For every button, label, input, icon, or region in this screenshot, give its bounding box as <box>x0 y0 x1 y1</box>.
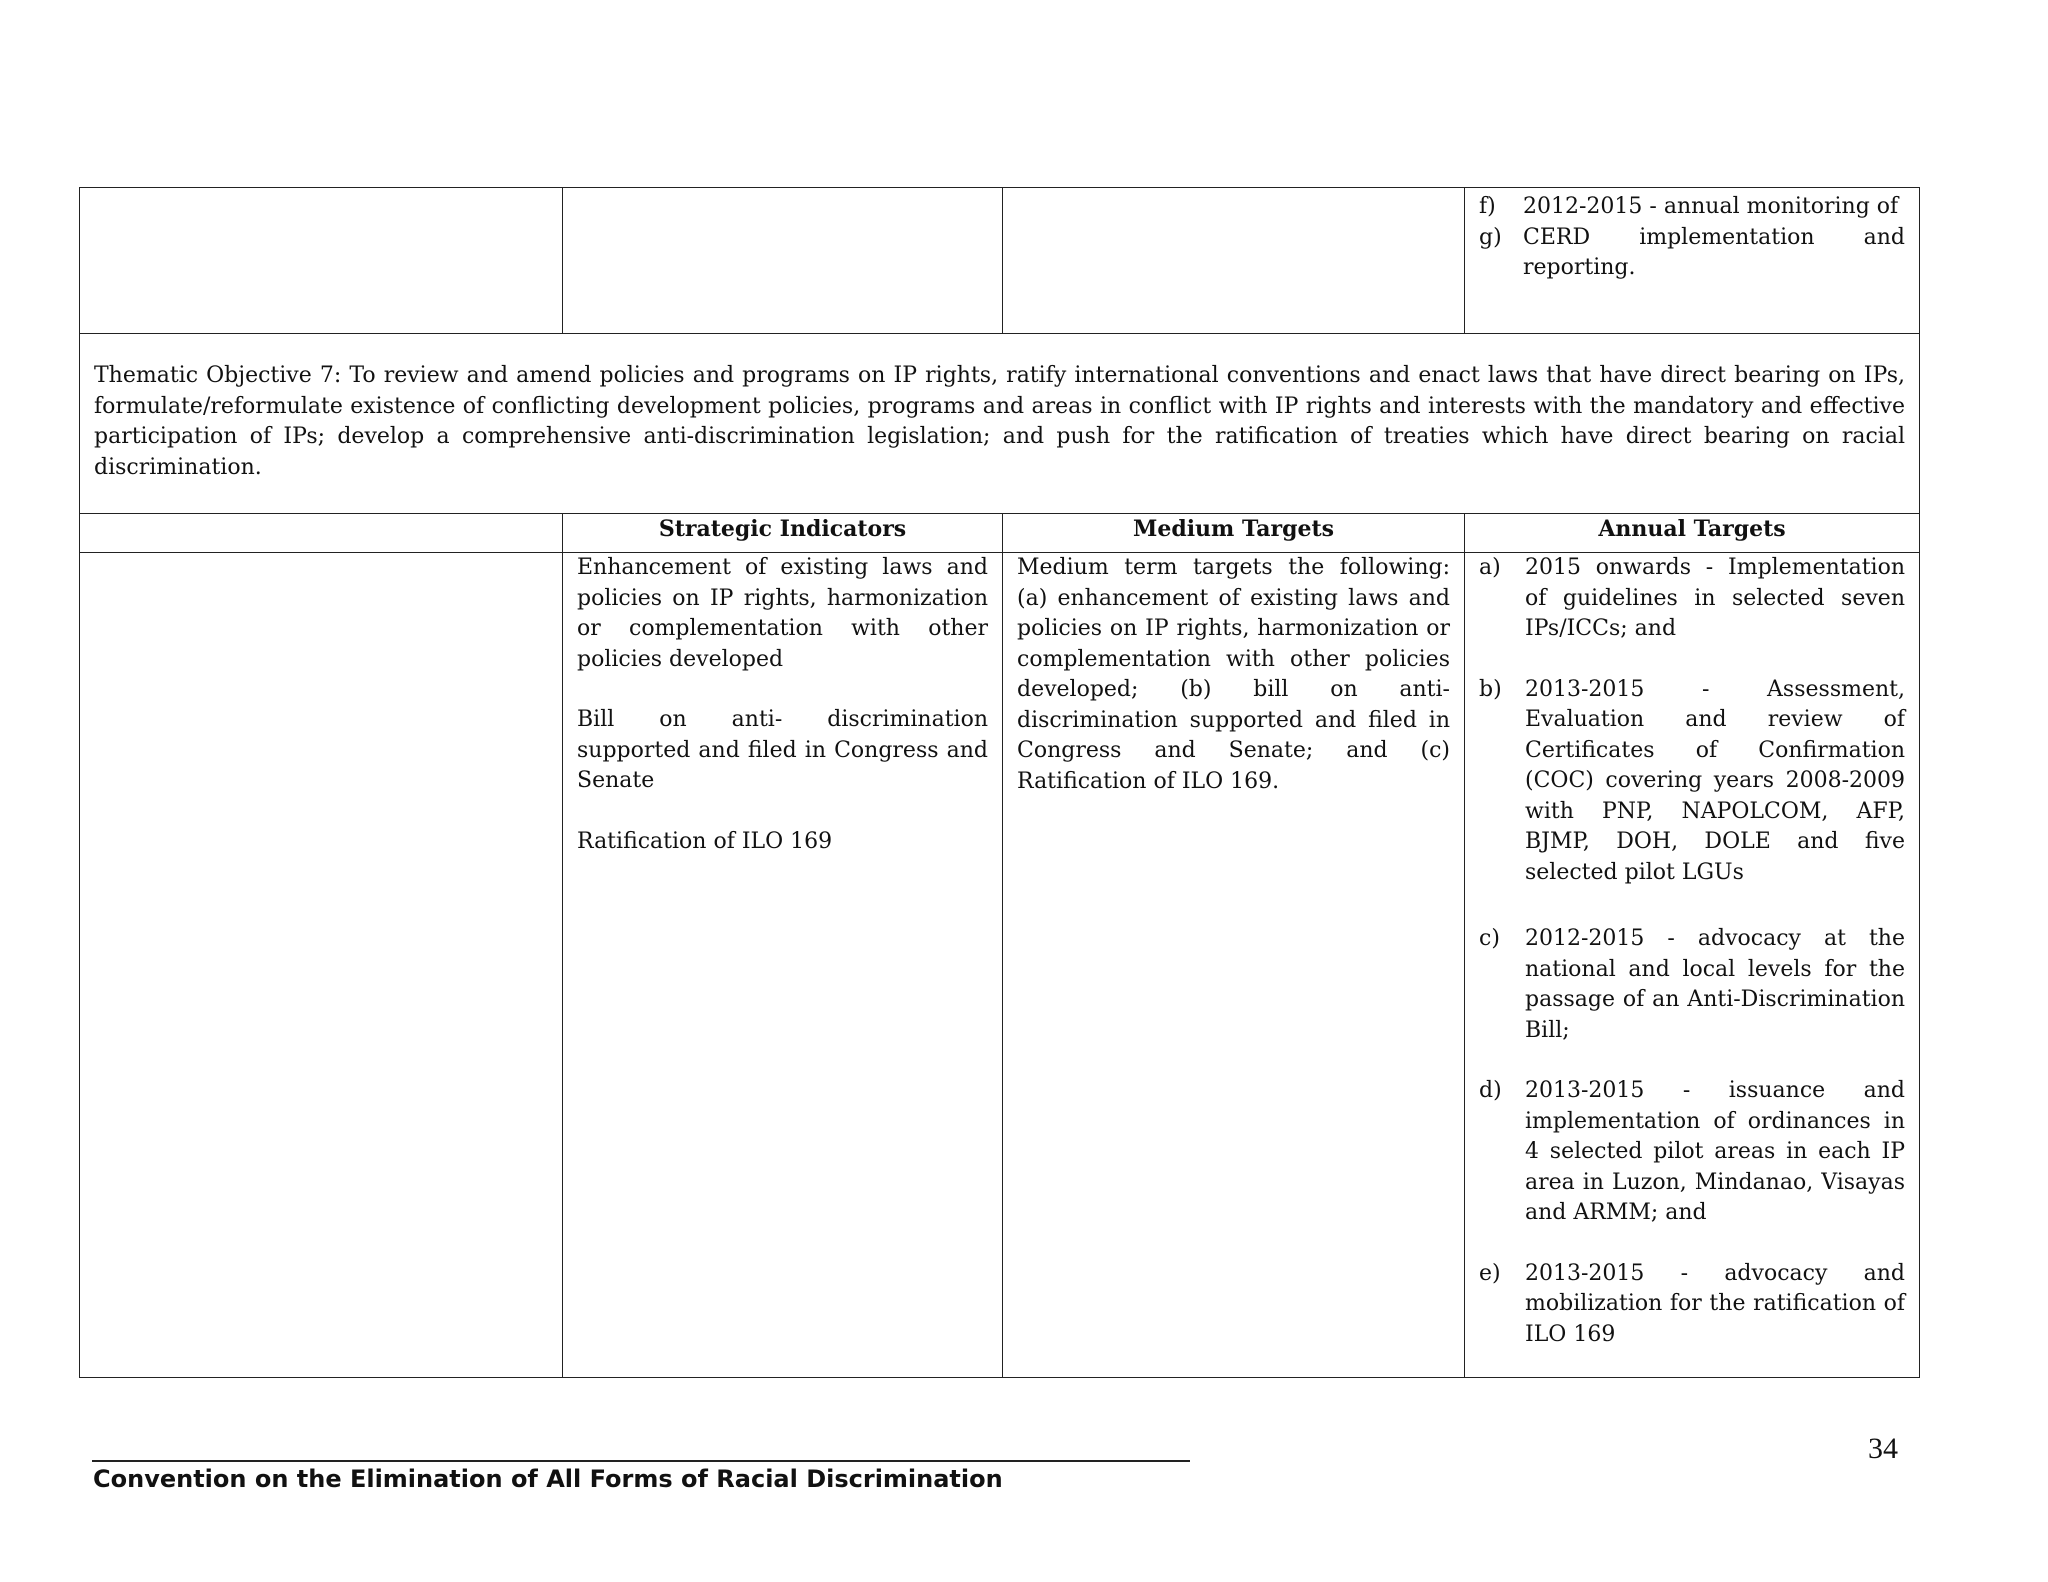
empty-cell <box>80 188 563 334</box>
targets-table <box>79 187 1920 1378</box>
annual-targets-cell <box>1465 553 1920 1378</box>
medium-targets-cell <box>1003 553 1465 1378</box>
list-marker: d) <box>1479 1078 1502 1103</box>
list-text: CERD implementation and reporting. <box>1523 224 1905 280</box>
list-marker: c) <box>1479 926 1500 951</box>
list-marker: e) <box>1479 1260 1501 1286</box>
footer-divider <box>92 1460 1190 1462</box>
list-text: 2013-2015 - issuance and implementation of ordinances in 4 selected pilot areas in each IP area in Luzon, Mindanao, Visayas and ARMM; and <box>1525 1078 1905 1225</box>
list-item <box>1479 223 1905 284</box>
header-annual-targets: Annual Targets <box>1465 514 1920 553</box>
list-marker: g) <box>1479 224 1502 250</box>
list-item <box>1479 675 1905 889</box>
list-text: 2013-2015 - advocacy and mobilization for the ratification of ILO 169 <box>1525 1260 1905 1347</box>
list-item <box>1479 1259 1905 1351</box>
list-marker: a) <box>1479 555 1501 580</box>
list-text: 2012-2015 - advocacy at the national and local levels for the passage of an Anti-Discrimination Bill; <box>1525 926 1905 1043</box>
thematic-objective-text: Thematic Objective 7: To review and amend policies and programs on IP rights, ratify international conventions and enact laws that have direct bearing on IPs, formulate/reformulate existence of conflicting development policies, programs and areas in conflict with IP rights and interests with the mandatory and effective participation of IPs; develop a comprehensive anti-discrimination legislation; and push for the ratification of treaties which have direct bearing on racial discrimination. <box>80 334 1920 514</box>
header-strategic-indicators: Strategic Indicators <box>563 514 1003 553</box>
list-text: 2013-2015 - Assessment, Evaluation and review of Certificates of Confirmation (COC) covering years 2008-2009 with PNP, NAPOLCOM, AFP, BJMP, DOH, DOLE and five selected pilot LGUs <box>1525 676 1905 885</box>
list-item <box>1479 1076 1905 1229</box>
list-marker: b) <box>1479 676 1502 702</box>
page-number: 34 <box>1868 1432 1898 1465</box>
empty-cell <box>80 553 563 1378</box>
empty-cell <box>1003 188 1465 334</box>
list-item <box>1479 924 1905 1046</box>
empty-cell <box>563 188 1003 334</box>
header-empty <box>80 514 563 553</box>
medium-targets-text: Medium term targets the following: (a) enhancement of existing laws and policies on IP rights, harmonization or complementation with other policies developed; (b) bill on anti-discrimination supported and filed in Congress and Senate; and (c) Ratification of ILO 169. <box>1017 555 1450 794</box>
list-text: 2012-2015 - annual monitoring of <box>1523 194 1899 219</box>
list-item <box>1479 553 1905 645</box>
indicator-text: Ratification of ILO 169 <box>577 828 833 854</box>
continued-annual-targets <box>1465 188 1920 334</box>
header-row <box>80 514 1920 553</box>
list-text: 2015 onwards - Implementation of guidelines in selected seven IPs/ICCs; and <box>1525 555 1905 641</box>
header-medium-targets: Medium Targets <box>1003 514 1465 553</box>
list-marker: f) <box>1479 194 1496 219</box>
body-row <box>80 553 1920 1378</box>
list-item <box>1479 192 1905 223</box>
thematic-objective-row <box>80 334 1920 514</box>
indicator-text: Bill on anti- discrimination supported and filed in Congress and Senate <box>577 707 988 793</box>
indicator-text: Enhancement of existing laws and policies on IP rights, harmonization or complementation with other policies developed <box>577 555 988 672</box>
footer-title: Convention on the Elimination of All Forms of Racial Discrimination <box>93 1465 1003 1493</box>
strategic-indicators-cell <box>563 553 1003 1378</box>
continued-row <box>80 188 1920 334</box>
